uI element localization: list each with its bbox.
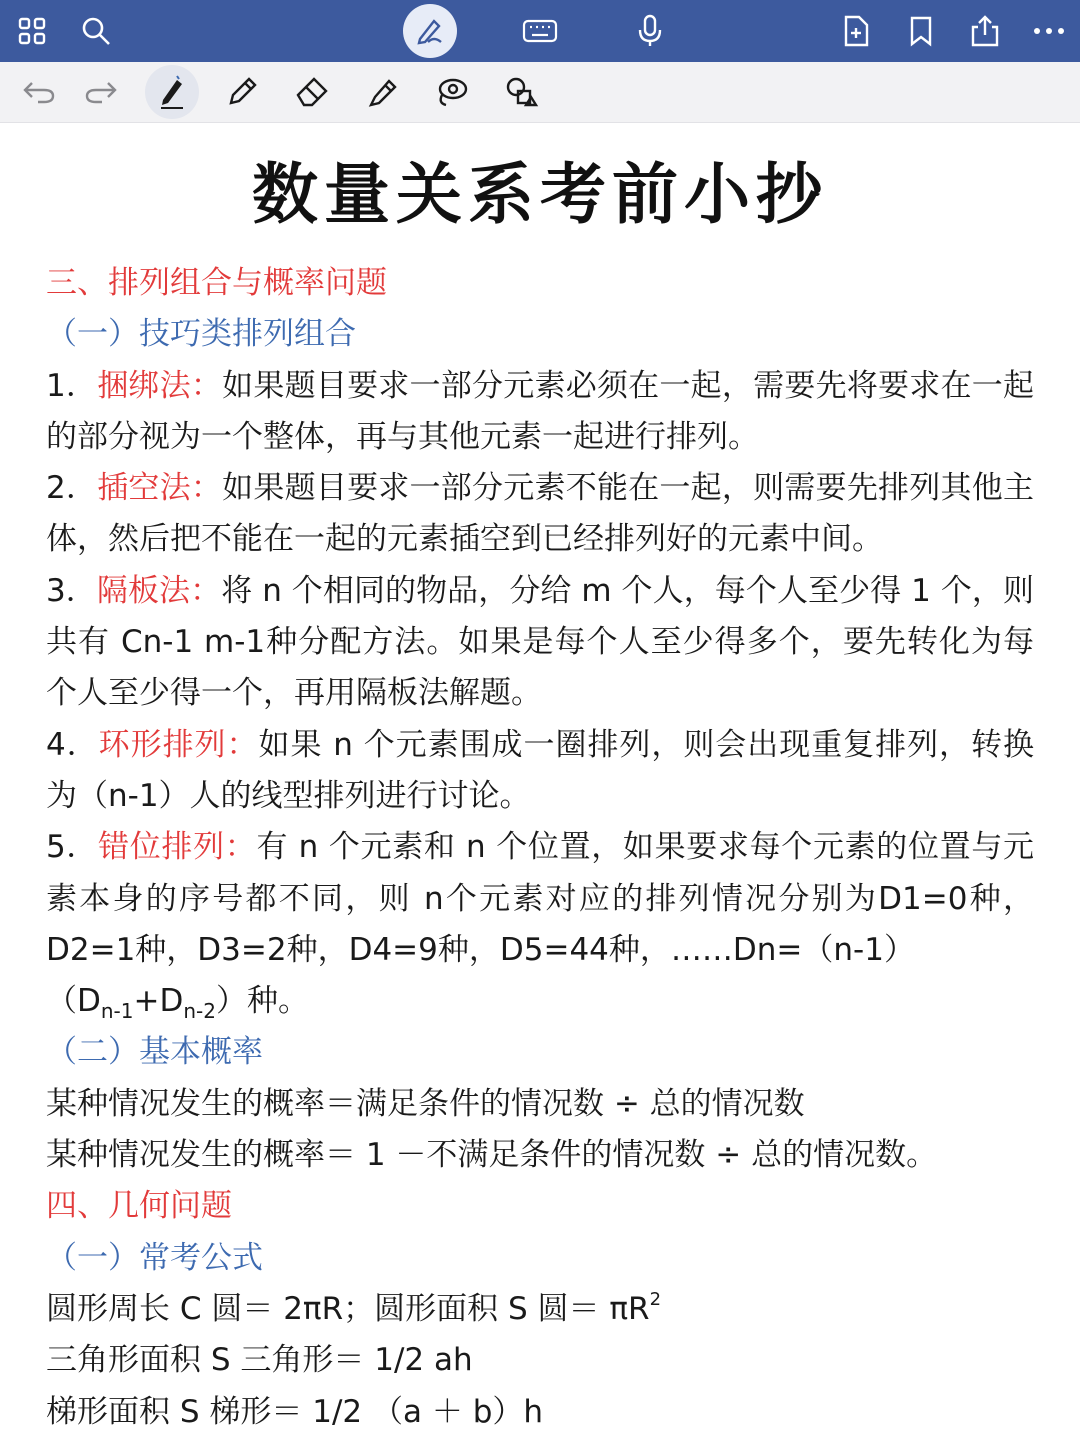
subsection-heading: （一）常考公式 [46, 1239, 263, 1276]
item-text: 如果 n 个元素围成一圈排列，则会出现重复排列，转换为（n-1）人的线型排列进行讨论。 [46, 726, 1034, 814]
undo-icon[interactable] [14, 62, 64, 122]
probability-formula: 某种情况发生的概率＝ 1 －不满足条件的情况数 ÷ 总的情况数。 [46, 1137, 938, 1174]
item-number: 3． [46, 572, 97, 609]
list-item [46, 566, 1034, 720]
formula-part: （D [46, 983, 101, 1020]
lasso-icon[interactable] [427, 62, 477, 122]
item-term: 环形排列： [98, 726, 259, 763]
subscript: n-2 [183, 999, 216, 1024]
formula-part: ）种。 [215, 983, 309, 1020]
search-icon[interactable] [76, 0, 116, 62]
item-term: 隔板法： [96, 572, 222, 609]
redo-icon[interactable] [76, 62, 126, 122]
subsection-heading: （二）基本概率 [46, 1034, 263, 1071]
section-heading: 四、几何问题 [46, 1188, 232, 1225]
share-icon[interactable] [966, 0, 1004, 62]
item-term: 捆绑法： [97, 367, 223, 404]
superscript: 2 [649, 1288, 662, 1310]
list-item [46, 361, 1034, 464]
item-number: 5． [46, 829, 99, 866]
item-text: 将 n 个相同的物品，分给 m 个人，每个人至少得 1 个，则共有 Cn-1 m-1种分配方法。如果是每个人至少得多个，要先转化为每个人至少得一个，再用隔板法解题。 [46, 572, 1034, 712]
pen-tool-icon[interactable] [145, 65, 199, 119]
page-title: 数量关系考前小抄 [252, 156, 828, 233]
item-term: 插空法： [97, 470, 223, 507]
list-item [46, 720, 1034, 823]
microphone-icon[interactable] [632, 0, 668, 62]
geometry-formula: 梯形面积 S 梯形＝ 1/2 （a ＋ b）h [46, 1393, 544, 1430]
item-number: 1． [46, 367, 98, 404]
note-page[interactable] [0, 141, 1080, 1438]
item-text: 如果题目要求一部分元素不能在一起，则需要先排列其他主体，然后把不能在一起的元素插空到已经排列好的元素中间。 [46, 470, 1034, 558]
item-term: 错位排列： [98, 829, 257, 866]
item-text: 有 n 个元素和 n 个位置，如果要求每个元素的位置与元素本身的序号都不同，则 n个元素对应的排列情况分别为D1=0种，D2=1种，D3=2种，D4=9种，D5=44种，……Dn=（n-1） [46, 829, 1034, 968]
list-item [46, 822, 1034, 976]
formula-line [46, 976, 1034, 1027]
add-page-icon[interactable] [838, 0, 874, 62]
highlighter-icon[interactable] [357, 62, 407, 122]
subsection-heading: （一）技巧类排列组合 [46, 316, 356, 353]
list-item [46, 463, 1034, 566]
eraser-icon[interactable] [287, 62, 337, 122]
drawing-toolbar [0, 62, 1080, 123]
keyboard-icon[interactable] [520, 0, 560, 62]
item-number: 4． [46, 726, 99, 763]
item-text: 如果题目要求一部分元素必须在一起，需要先将要求在一起的部分视为一个整体，再与其他元素一起进行排列。 [46, 367, 1034, 455]
subscript: n-1 [100, 999, 134, 1024]
pencil-icon[interactable] [217, 62, 267, 122]
geometry-formula [46, 1284, 1034, 1335]
top-app-bar [0, 0, 1080, 62]
pen-mode-icon[interactable] [403, 4, 457, 58]
bookmark-icon[interactable] [904, 0, 938, 62]
more-icon[interactable] [1030, 0, 1068, 62]
section-heading: 三、排列组合与概率问题 [46, 265, 387, 301]
geometry-formula: 三角形面积 S 三角形＝ 1/2 ah [46, 1342, 473, 1379]
grid-icon[interactable] [14, 0, 50, 62]
item-number: 2． [46, 470, 98, 507]
formula-part: +D [133, 983, 184, 1020]
formula-text: 圆形周长 C 圆＝ 2πR；圆形面积 S 圆＝ πR [46, 1290, 650, 1327]
probability-formula: 某种情况发生的概率＝满足条件的情况数 ÷ 总的情况数 [46, 1085, 805, 1122]
shapes-icon[interactable] [497, 62, 547, 122]
